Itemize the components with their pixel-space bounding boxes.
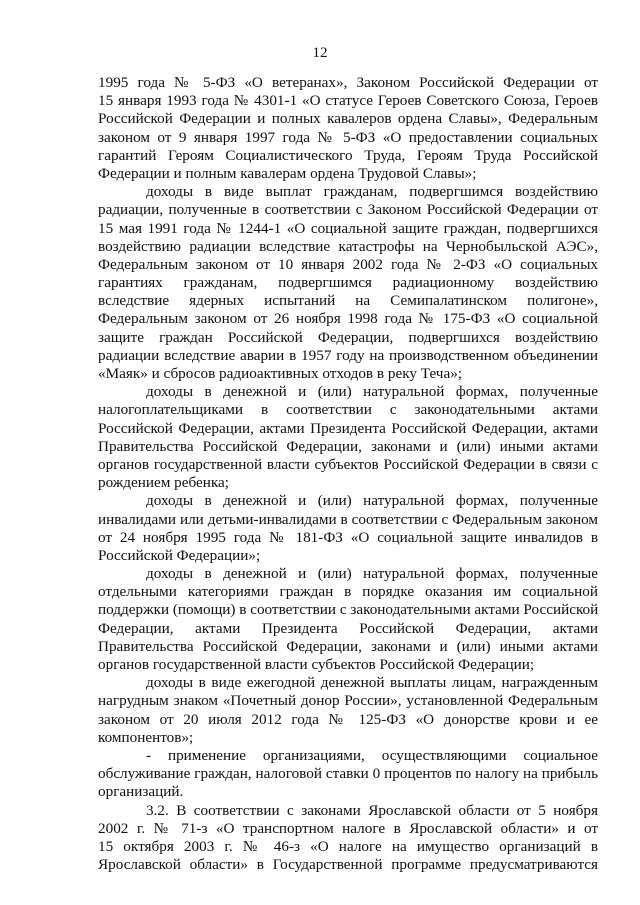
text-line: 1995 года № 5-ФЗ «О ветеранах», Законом Российской Федерации от — [98, 74, 598, 91]
text-line: вследствие ядерных испытаний на Семипалатинском полигоне», — [98, 292, 598, 310]
text-line: инвалидами или детьми-инвалидами в соответствии с Федеральным законом — [98, 510, 598, 528]
text-line: компонентов»; — [98, 728, 194, 746]
text-line: законом от 20 июля 2012 года № 125-ФЗ «О донорстве крови и ее — [98, 710, 598, 728]
text-line: 3.2. В соответствии с законами Ярославской области от 5 ноября — [146, 801, 598, 819]
text-line: нагрудным знаком «Почетный донор России», установленной Федеральным — [98, 692, 598, 710]
text-line: поддержки (помощи) в соответствии с законодательными актами Российской — [98, 601, 599, 619]
text-line: обслуживание граждан, налоговой ставки 0 процентов по налогу на прибыль — [98, 765, 598, 783]
text-line: гарантиях гражданам, подвергшимся радиационному воздействию — [98, 274, 598, 292]
text-line: Федерации и полным кавалерам ордена Трудовой Славы»; — [98, 164, 477, 182]
text-line: доходы в денежной и (или) натуральной формах, полученные — [146, 565, 598, 583]
text-line: налогоплательщиками в соответствии с законодательными актами — [98, 401, 598, 419]
text-line: организаций. — [98, 783, 184, 801]
text-line: Правительства Российской Федерации, законами и (или) иными актами — [98, 437, 598, 455]
text-line: Федеральным законом от 26 ноября 1998 года № 175-ФЗ «О социальной — [98, 310, 598, 328]
text-line: гарантий Героям Социалистического Труда, Героям Труда Российской — [98, 146, 598, 164]
text-line: 15 октября 2003 г. № 46-з «О налоге на имущество организаций в — [98, 837, 598, 855]
text-line: органов государственной власти субъектов Российской Федерации в связи с — [98, 455, 598, 473]
text-line: «Маяк» и сбросов радиоактивных отходов в реку Теча»; — [98, 365, 463, 382]
text-line: 15 января 1993 года № 4301-1 «О статусе Героев Советского Союза, Героев — [98, 92, 598, 110]
text-line: доходы в виде ежегодной денежной выплаты лицам, награжденным — [146, 674, 598, 692]
body-text — [98, 74, 598, 874]
page-number: 12 — [312, 45, 328, 61]
text-line: Федеральным законом от 10 января 2002 года № 2-ФЗ «О социальных — [98, 255, 598, 273]
text-line: доходы в виде выплат гражданам, подвергшимся воздействию — [146, 183, 598, 201]
text-line: законом от 9 января 1997 года № 5-ФЗ «О предоставлении социальных — [98, 128, 598, 146]
text-line: доходы в денежной и (или) натуральной формах, полученные — [146, 492, 598, 510]
text-line: отдельными категориями граждан в порядке оказания им социальной — [98, 583, 598, 601]
text-line: радиации вследствие аварии в 1957 году на производственном объединении — [98, 346, 598, 364]
text-line: рождением ребенка; — [98, 474, 230, 492]
text-line: 15 мая 1991 года № 1244-1 «О социальной защите граждан, подвергшихся — [98, 219, 598, 237]
text-line: Правительства Российской Федерации, законами и (или) иными актами — [98, 637, 598, 655]
text-line: доходы в денежной и (или) натуральной формах, полученные — [146, 383, 598, 401]
text-line: Российской Федерации и полных кавалеров ордена Славы», Федеральным — [98, 110, 598, 128]
text-line: Федерации, актами Президента Российской Федерации, актами — [98, 619, 598, 637]
text-line: 2002 г. № 71-з «О транспортном налоге в Ярославской области» и от — [98, 819, 598, 837]
text-line: воздействию радиации вследствие катастрофы на Чернобыльской АЭС», — [98, 237, 598, 255]
text-line: радиации, полученные в соответствии с Законом Российской Федерации от — [98, 201, 598, 219]
text-line: защите граждан Российской Федерации, подвергшихся воздействию — [98, 328, 598, 346]
text-line: Ярославской области» в Государственной программе предусматриваются — [98, 856, 598, 874]
text-line: от 24 ноября 1995 года № 181-ФЗ «О социальной защите инвалидов в — [98, 528, 598, 546]
text-line: Российской Федерации»; — [98, 546, 261, 564]
text-line: органов государственной власти субъектов Российской Федерации; — [98, 656, 535, 673]
text-line: - применение организациями, осуществляющими социальное — [146, 746, 598, 764]
text-line: Российской Федерации, актами Президента Российской Федерации, актами — [98, 419, 598, 437]
